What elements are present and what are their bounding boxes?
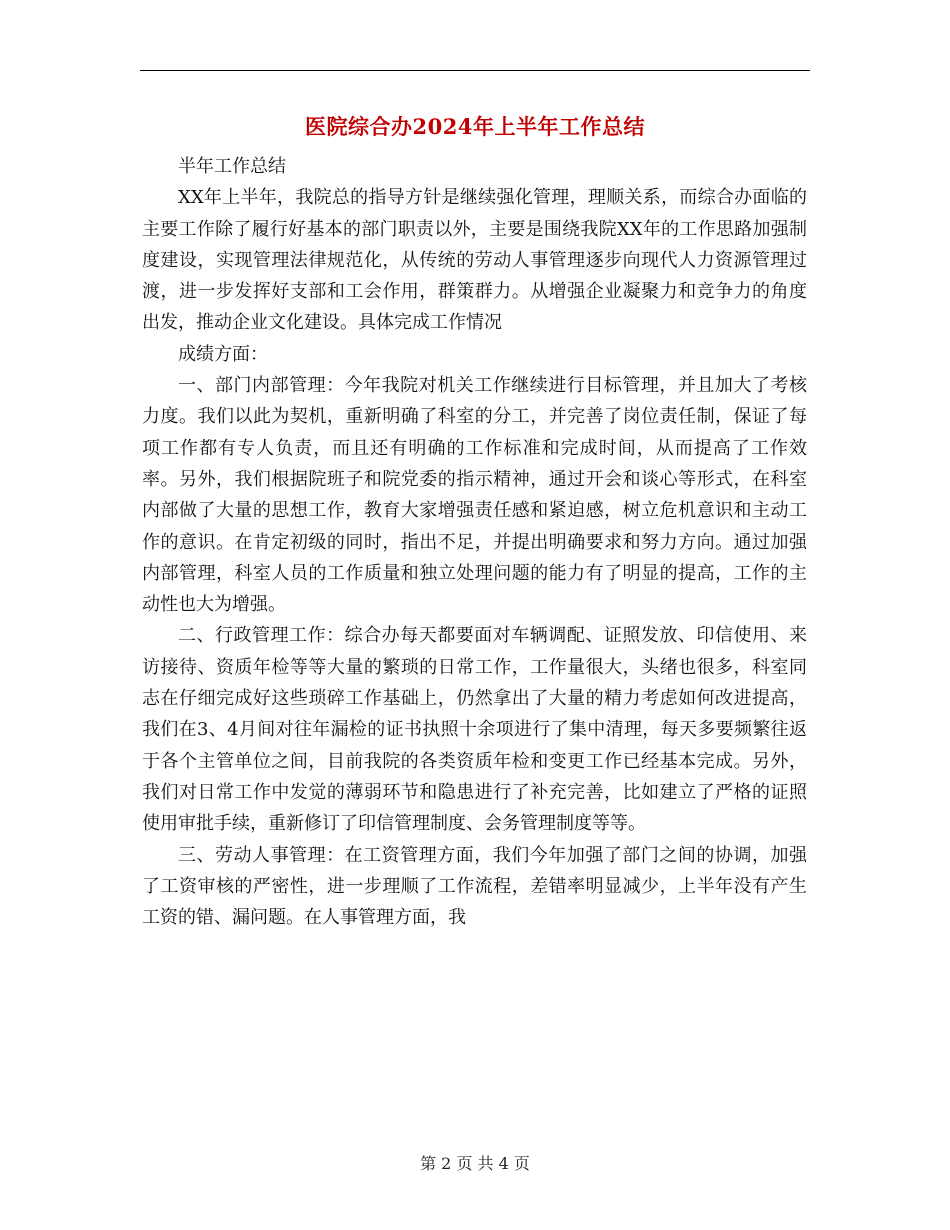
paragraph-heading: 半年工作总结 [178,156,286,177]
paragraph-administrative-work: 二、行政管理工作：综合办每天都要面对车辆调配、证照发放、印信使用、来访接待、资质年检等等大量的繁琐的日常工作，工作量很大，头绪也很多，科室同志在仔细完成好这些琐碎工作基础上，仍然拿出了大量的精力考虑如何改进提高，我们在3、4月间对往年漏检的证书执照十余项进行了集中清理，每天多要频繁往返于各个主管单位之间，目前我院的各类资质年检和变更工作已经基本完成。另外，我们对日常工作中发觉的薄弱环节和隐患进行了补充完善，比如建立了严格的证照使用审批手续，重新修订了印信管理制度、会务管理制度等等。 [142,625,807,835]
paragraph-achievements-heading: 成绩方面： [178,343,268,365]
page-number-footer: 第 2 页 共 4 页 [420,1154,530,1173]
paragraph-labor-personnel: 三、劳动人事管理：在工资管理方面，我们今年加强了部门之间的协调，加强了工资审核的严密性，进一步理顺了工作流程，差错率明显减少，上半年没有产生工资的错、漏问题。在人事管理方面，我 [142,844,807,929]
document-body [142,151,807,933]
paragraph-intro: XX年上半年，我院总的指导方针是继续强化管理，理顺关系，而综合办面临的主要工作除了履行好基本的部门职责以外，主要是围绕我院XX年的工作思路加强制度建设，实现管理法律规范化，从传统的劳动人事管理逐步向现代人力资源管理过渡，进一步发挥好支部和工会作用，群策群力。从增强企业凝聚力和竞争力的角度出发，推动企业文化建设。具体完成工作情况 [142,187,807,334]
document-title: 医院综合办2024年上半年工作总结 [305,114,645,139]
paragraph-internal-management: 一、部门内部管理：今年我院对机关工作继续进行目标管理，并且加大了考核力度。我们以此为契机，重新明确了科室的分工，并完善了岗位责任制，保证了每项工作都有专人负责，而且还有明确的工作标准和完成时间，从而提高了工作效率。另外，我们根据院班子和院党委的指示精神，通过开会和谈心等形式，在科室内部做了大量的思想工作，教育大家增强责任感和紧迫感，树立危机意识和主动工作的意识。在肯定初级的同时，指出不足，并提出明确要求和努力方向。通过加强内部管理，科室人员的工作质量和独立处理问题的能力有了明显的提高，工作的主动性也大为增强。 [142,375,807,616]
header-rule [140,70,810,71]
